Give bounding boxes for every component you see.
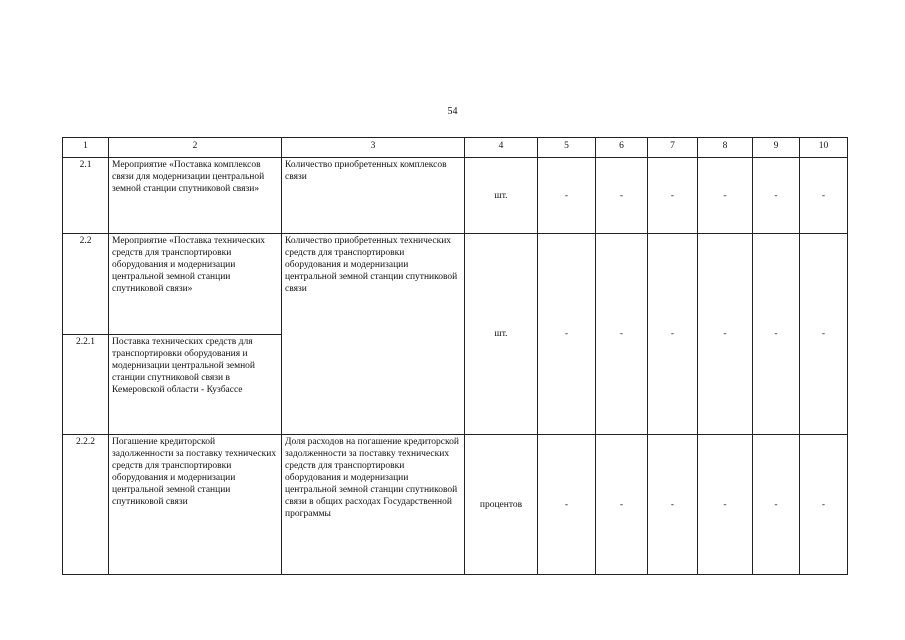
value-cell: - bbox=[753, 234, 800, 435]
table-header-row bbox=[63, 138, 848, 158]
value-cell: - bbox=[538, 234, 596, 435]
unit-cell: процентов bbox=[465, 435, 538, 575]
unit-cell: шт. bbox=[465, 158, 538, 234]
value-cell: - bbox=[648, 158, 698, 234]
column-header: 3 bbox=[282, 138, 465, 158]
value-cell: - bbox=[753, 158, 800, 234]
row-number: 2.2.1 bbox=[63, 335, 109, 435]
column-header: 7 bbox=[648, 138, 698, 158]
column-header: 9 bbox=[753, 138, 800, 158]
indicators-table bbox=[62, 137, 848, 575]
value-cell: - bbox=[800, 234, 848, 435]
value-cell: - bbox=[698, 158, 753, 234]
value-cell: - bbox=[648, 234, 698, 435]
value-cell: - bbox=[698, 435, 753, 575]
column-header: 2 bbox=[109, 138, 282, 158]
page-number: 54 bbox=[447, 106, 458, 117]
column-header: 5 bbox=[538, 138, 596, 158]
column-header: 8 bbox=[698, 138, 753, 158]
row-number: 2.2 bbox=[63, 234, 109, 335]
value-cell: - bbox=[596, 234, 648, 435]
indicator-cell: Количество приобретенных технических средств для транспортировки оборудования и модернизации центральной земной станции спутниковой связи bbox=[282, 234, 465, 435]
table-row bbox=[63, 158, 848, 234]
unit-cell: шт. bbox=[465, 234, 538, 435]
table-row bbox=[63, 435, 848, 575]
value-cell: - bbox=[538, 158, 596, 234]
value-cell: - bbox=[596, 158, 648, 234]
row-number: 2.2.2 bbox=[63, 435, 109, 575]
event-cell: Мероприятие «Поставка комплексов связи для модернизации центральной земной станции спутниковой связи» bbox=[109, 158, 282, 234]
value-cell: - bbox=[596, 435, 648, 575]
value-cell: - bbox=[800, 435, 848, 575]
event-cell: Поставка технических средств для транспортировки оборудования и модернизации центральной земной станции спутниковой связи в Кемеровской области - Кузбассе bbox=[109, 335, 282, 435]
column-header: 6 bbox=[596, 138, 648, 158]
indicator-cell: Доля расходов на погашение кредиторской задолженности за поставку технических средств для транспортировки оборудования и модернизации центральной земной станции спутниковой связи в общих расходах Государственной программы bbox=[282, 435, 465, 575]
value-cell: - bbox=[698, 234, 753, 435]
value-cell: - bbox=[648, 435, 698, 575]
event-cell: Погашение кредиторской задолженности за поставку технических средств для транспортировки оборудования и модернизации центральной земной станции спутниковой связи bbox=[109, 435, 282, 575]
column-header: 10 bbox=[800, 138, 848, 158]
table-row bbox=[63, 234, 848, 335]
value-cell: - bbox=[800, 158, 848, 234]
indicator-cell: Количество приобретенных комплексов связи bbox=[282, 158, 465, 234]
value-cell: - bbox=[753, 435, 800, 575]
column-header: 1 bbox=[63, 138, 109, 158]
event-cell: Мероприятие «Поставка технических средств для транспортировки оборудования и модернизации центральной земной станции спутниковой связи» bbox=[109, 234, 282, 335]
column-header: 4 bbox=[465, 138, 538, 158]
row-number: 2.1 bbox=[63, 158, 109, 234]
value-cell: - bbox=[538, 435, 596, 575]
